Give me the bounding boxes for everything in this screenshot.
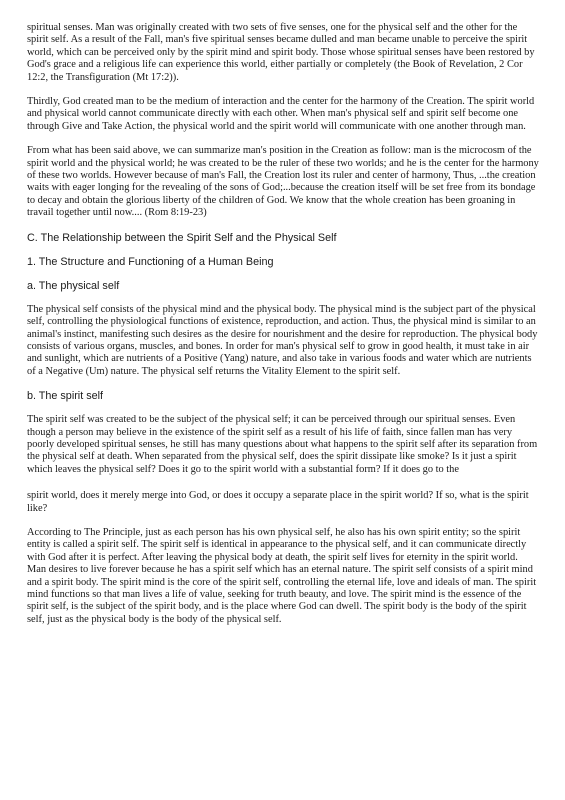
paragraph-physical-self: The physical self consists of the physical mind and the physical body. The physical mind is the subject part of the physical self, controlling the physiological functions of existence, reproduction, and action. Thus, the physical mind is similar to an animal's instinct, manifesting such desires as the desire for nourishment and the desire for reproduction. The physical body consists of various organs, muscles, and bones. In order for man's physical self to grow in good health, it must take in air and sunlight, which are nutrients of a Positive (Yang) nature, and also take in various foods and water which are nutrients of a Negative (Um) nature. The physical self returns the Vitality Element to the spirit self.	[27, 303, 538, 377]
document-page	[27, 22, 539, 638]
heading-physical-self: a. The physical self	[27, 279, 120, 292]
paragraph-medium-of-interaction: Thirdly, God created man to be the medium of interaction and the center for the harmony of the Creation. The spirit world and physical world cannot communicate directly with each other. When man's physical self and spirit self become one through Give and Take Action, the physical world and the spirit world will communicate with one another through man.	[27, 96, 535, 132]
paragraph-summary-position: From what has been said above, we can summarize man's position in the Creation as follow: man is the microcosm of the spirit world and the physical world; he was created to be the ruler of these two worlds; and he is the center for the harmony of these two worlds. However because of man's Fall, the Creation lost its ruler and center of harmony, Thus, ...the creation waits with eager longing for the revealing of the sons of God;...because the creation itself will be set free from its bondage to decay and obtain the glorious liberty of the children of God. We know that the whole creation has been groaning in travail together until now.... (Rom 8:19-23)	[27, 145, 539, 219]
paragraph-spirit-self-continued: spirit world, does it merely merge into God, or does it occupy a separate place in the spirit world? If so, what is the spirit like?	[27, 490, 529, 514]
heading-spirit-self: b. The spirit self	[27, 390, 104, 403]
paragraph-spirit-self-intro: The spirit self was created to be the subject of the physical self; it can be perceived through our spiritual senses. Even though a person may believe in the existence of the spirit self as a result of his life of faith, since fallen man has very poorly developed spiritual senses, he still has many questions about what happens to the spirit self after its separation from the physical self at death. When separated from the physical self, does the spirit dissipate like smoke? Is it just a spirit which leaves the physical self? Does it go to the spirit world with a substantial form? If it does go to the	[27, 414, 538, 475]
paragraph-spiritual-senses: spiritual senses. Man was originally created with two sets of five senses, one for the physical self and the other for the spirit self. As a result of the Fall, man's five spiritual senses became dulled and man became unable to perceive the spirit world, which can be perceived only by the spirit mind and spirit body. Those whose spiritual senses have been restored by God's grace and a religious life can experience this world, either partially or completely (the Book of Revelation, 2 Cor 12:2, the Transfiguration (Mt 17:2)).	[27, 22, 535, 83]
heading-section-c: C. The Relationship between the Spirit Self and the Physical Self	[27, 231, 337, 244]
paragraph-according-to-principle: According to The Principle, just as each person has his own physical self, he also has his own spirit entity; so the spirit entity is called a spirit self. The spirit self is identical in appearance to the physical self, and it can communicate directly with God after it is perfect. After leaving the physical body at death, the spirit self lives for eternity in the spirit world. Man desires to live forever because he has a spirit self which has an eternal nature. The spirit self consists of a spirit mind and a spirit body. The spirit mind is the core of the spirit self, controlling the eternal life, love and ideals of man. The spirit mind functions so that man lives a life of value, seeking for truth beauty, and love. The spirit mind is the essence of the spirit self, is the subject of the spirit body, and is the place where God can dwell. The spirit body is the body of the spirit self, just as the physical body is the body of the physical self.	[27, 526, 537, 625]
heading-subsection-1: 1. The Structure and Functioning of a Human Being	[27, 255, 274, 268]
